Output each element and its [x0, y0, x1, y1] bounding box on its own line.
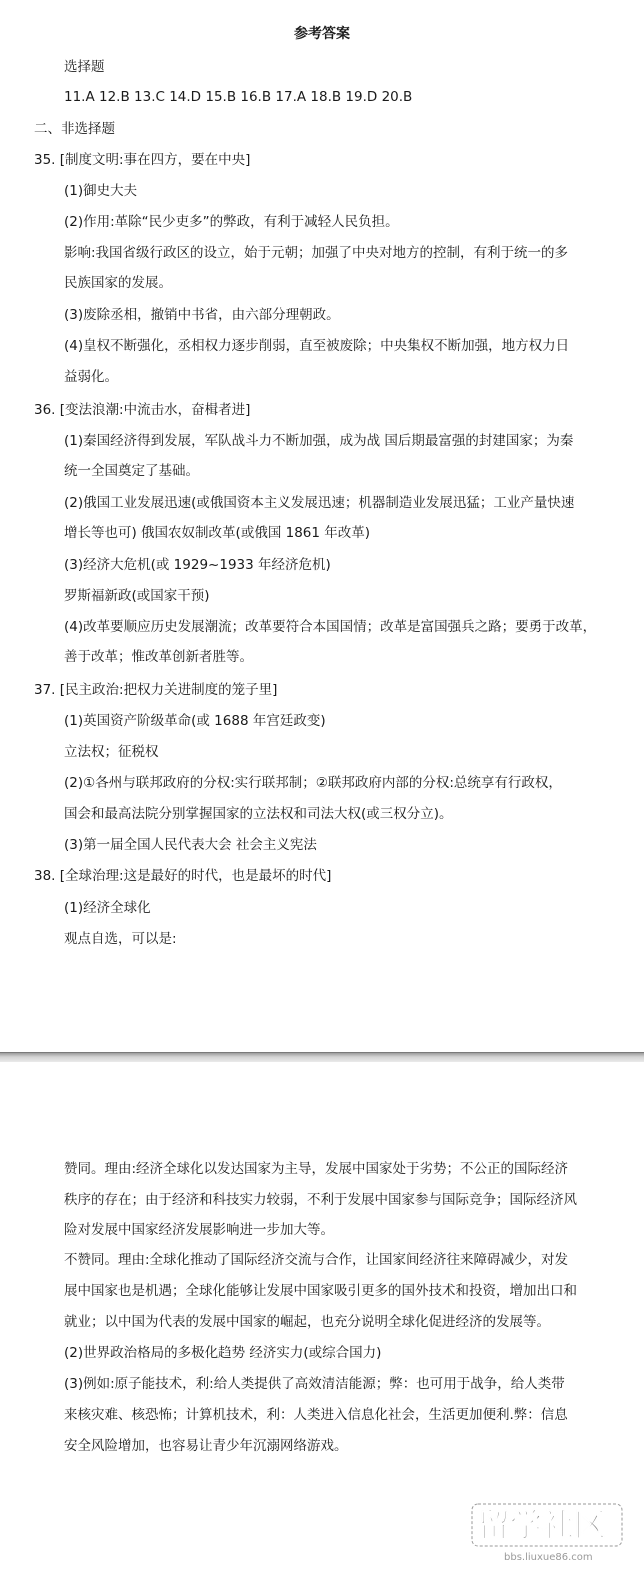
document-page-2 — [0, 1062, 644, 1580]
q35-heading: 35. [制度文明:事在四方，要在中央] — [34, 152, 251, 168]
q35-line: 民族国家的发展。 — [64, 275, 172, 291]
q35-line: (1)御史大夫 — [64, 183, 138, 199]
page2-line: 展中国家也是机遇；全球化能够让发展中国家吸引更多的国外技术和投资，增加出口和 — [64, 1283, 577, 1299]
q37-line: 立法权；征税权 — [64, 744, 159, 760]
q35-line: (3)废除丞相，撤销中书省，由六部分理朝政。 — [64, 307, 340, 323]
q38-line: (1)经济全球化 — [64, 900, 151, 916]
page2-line: 安全风险增加，也容易让青少年沉溺网络游戏。 — [64, 1438, 348, 1454]
page2-line: 不赞同。理由:全球化推动了国际经济交流与合作，让国家间经济往来障碍减少，对发 — [64, 1252, 569, 1268]
watermark-main: 留学社区 — [478, 1506, 607, 1544]
q37-line: (1)英国资产阶级革命(或 1688 年宫廷政变) — [64, 713, 326, 729]
page2-line: 就业；以中国为代表的发展中国家的崛起，也充分说明全球化促进经济的发展等。 — [64, 1314, 550, 1330]
page2-line: 来核灾难、核恐怖；计算机技术，利：人类进入信息化社会，生活更加便利.弊：信息 — [64, 1407, 568, 1423]
q36-line: 善于改革；惟改革创新者胜等。 — [64, 649, 253, 665]
q35-line: 影响:我国省级行政区的设立，始于元朝；加强了中央对地方的控制，有利于统一的多 — [64, 245, 569, 261]
q36-line: 罗斯福新政(或国家干预) — [64, 588, 210, 604]
choice-answers: 11.A 12.B 13.C 14.D 15.B 16.B 17.A 18.B 19.D 20.B — [64, 89, 413, 105]
q36-heading: 36. [变法浪潮:中流击水，奋楫者进] — [34, 402, 251, 418]
watermark-url: bbs.liuxue86.com — [504, 1552, 593, 1563]
page2-line: 秩序的存在；由于经济和科技实力较弱，不利于发展中国家参与国际竞争；国际经济风 — [64, 1192, 577, 1208]
page2-line: 赞同。理由:经济全球化以发达国家为主导，发展中国家处于劣势；不公正的国际经济 — [64, 1161, 569, 1177]
section-label-nonchoice: 二、非选择题 — [34, 121, 115, 137]
q36-line: (2)俄国工业发展迅速(或俄国资本主义发展迅速；机器制造业发展迅猛；工业产量快速 — [64, 495, 575, 511]
q37-line: (2)①各州与联邦政府的分权:实行联邦制；②联邦政府内部的分权:总统享有行政权， — [64, 775, 562, 791]
q36-line: 统一全国奠定了基础。 — [64, 463, 199, 479]
page-title: 参考答案 — [294, 26, 350, 42]
q37-heading: 37. [民主政治:把权力关进制度的笼子里] — [34, 682, 278, 698]
q37-line: 国会和最高法院分别掌握国家的立法权和司法大权(或三权分立)。 — [64, 806, 453, 822]
q37-line: (3)第一届全国人民代表大会 社会主义宪法 — [64, 837, 317, 853]
q35-line: 益弱化。 — [64, 369, 118, 385]
q36-line: (4)改革要顺应历史发展潮流；改革要符合本国国情；改革是富国强兵之路；要勇于改革， — [64, 619, 597, 635]
q38-heading: 38. [全球治理:这是最好的时代，也是最坏的时代] — [34, 868, 332, 884]
section-label-choice: 选择题 — [64, 59, 105, 75]
q36-line: (3)经济大危机(或 1929~1933 年经济危机) — [64, 557, 331, 573]
page2-line: (3)例如:原子能技术，利:给人类提供了高效清洁能源；弊：也可用于战争，给人类带 — [64, 1376, 565, 1392]
q35-line: (2)作用:革除“民少吏多”的弊政，有利于减轻人民负担。 — [64, 214, 399, 230]
q38-line: 观点自选，可以是: — [64, 931, 177, 947]
q36-line: (1)秦国经济得到发展，军队战斗力不断加强，成为战 国后期最富强的封建国家；为秦 — [64, 433, 574, 449]
q36-line: 增长等也可) 俄国农奴制改革(或俄国 1861 年改革) — [64, 525, 371, 541]
q35-line: (4)皇权不断强化，丞相权力逐步削弱，直至被废除；中央集权不断加强，地方权力日 — [64, 338, 570, 354]
page2-line: (2)世界政治格局的多极化趋势 经济实力(或综合国力) — [64, 1345, 382, 1361]
page2-line: 险对发展中国家经济发展影响进一步加大等。 — [64, 1222, 334, 1238]
